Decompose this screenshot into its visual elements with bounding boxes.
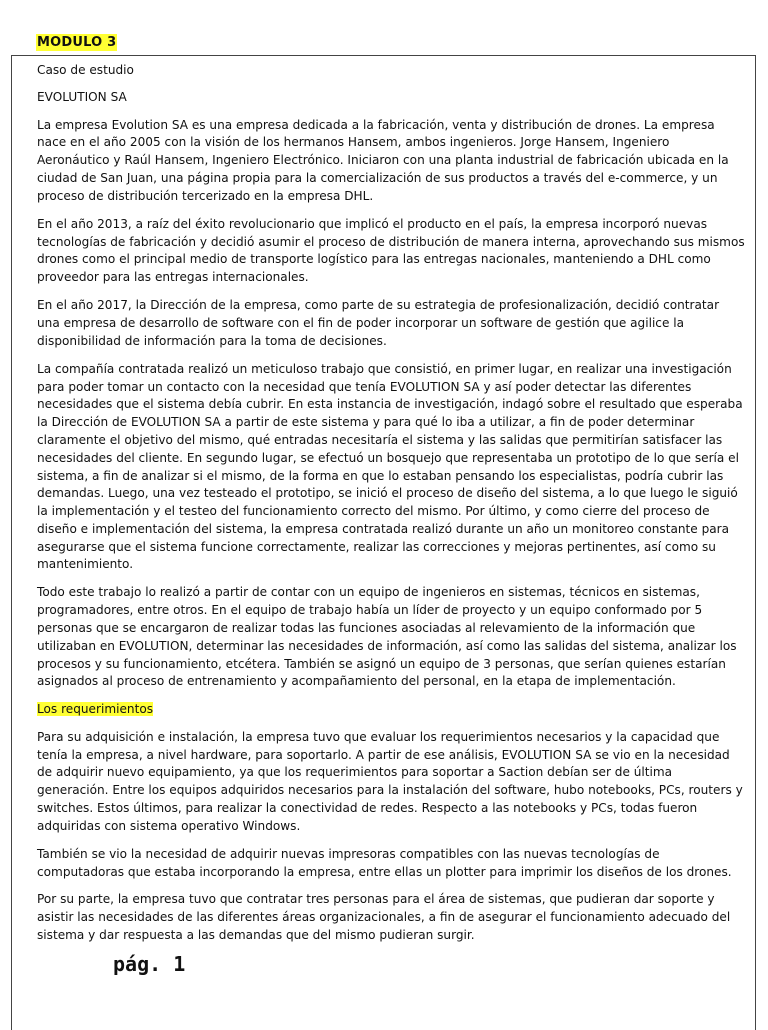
paragraph: Para su adquisición e instalación, la empresa tuvo que evaluar los requerimientos necesarios y la capacidad que tenía la empresa, a nivel hardware, para soportarlo. A partir de ese análisis, EVOLUTION SA se vio en la necesidad de adquirir nuevo equipamiento, ya que los requerimientos para soportar a Saction debían ser de última generación. Entre los equipos adquiridos necesarios para la instalación del software, hubo notebooks, PCs, routers y switches. Estos últimos, para realizar la conectividad de redes. Respecto a las notebooks y PCs, todas fueron adquiridas con sistema operativo Windows. bbox=[37, 729, 743, 833]
paragraph: Por su parte, la empresa tuvo que contratar tres personas para el área de sistemas, que pudieran dar soporte y asistir las necesidades de las diferentes áreas organizacionales, a fin de asegurar el funcionamiento adecuado del sistema y dar respuesta a las demandas que del mismo pudieran surgir. bbox=[37, 892, 731, 943]
case-label: Caso de estudio bbox=[37, 63, 134, 77]
paragraph: También se vio la necesidad de adquirir nuevas impresoras compatibles con las nuevas tecnologías de computadoras que estaba incorporando la empresa, entre ellas un plotter para imprimir los diseños de los drones. bbox=[37, 846, 732, 879]
paragraph: La empresa Evolution SA es una empresa dedicada a la fabricación, venta y distribución de drones. La empresa nace en el año 2005 con la visión de los hermanos Hansem, ambos ingenieros. Jorge Hansem, Ingeniero Aeronáutico y Raúl Hansem, Ingeniero Electrónico. Iniciaron con una planta industrial de fabricación ubicada en la ciudad de San Juan, una página propia para la comercialización de sus productos a través del e-commerce, y un proceso de distribución tercerizado en la empresa DHL. bbox=[37, 117, 729, 203]
page-number: pág. 1 bbox=[113, 952, 186, 976]
section-heading bbox=[37, 701, 745, 719]
paragraph: En el año 2013, a raíz del éxito revolucionario que implicó el producto en el país, la empresa incorporó nuevas tecnologías de fabricación y decidió asumir el proceso de distribución de manera interna, aprovechando sus mismos drones como el principal medio de transporte logístico para las entregas nacionales, manteniendo a DHL como proveedor para las entregas internacionales. bbox=[37, 216, 745, 285]
company-title: EVOLUTION SA bbox=[37, 90, 127, 105]
paragraph: Todo este trabajo lo realizó a partir de contar con un equipo de ingenieros en sistemas, técnicos en sistemas, programadores, entre otros. En el equipo de trabajo había un líder de proyecto y un equipo conformado por 5 personas que se encargaron de realizar todas las funciones asociadas al relevamiento de la información que utilizaban en EVOLUTION, determinar las necesidades de información, así como las salidas del sistema, analizar los procesos y su funcionamiento, etcétera. También se asignó un equipo de 3 personas, que serían quienes estarían asignados al proceso de entrenamiento y acompañamiento del personal, en la etapa de implementación. bbox=[37, 585, 737, 689]
paragraph: En el año 2017, la Dirección de la empresa, como parte de su estrategia de profesionalización, decidió contratar una empresa de desarrollo de software con el fin de poder incorporar un software de gestión que agilice la disponibilidad de información para la toma de decisiones. bbox=[37, 298, 720, 348]
paragraph: La compañía contratada realizó un meticuloso trabajo que consistió, en primer lugar, en realizar una investigación para poder tomar un contacto con la necesidad que tenía EVOLUTION SA y así poder detectar las diferentes necesidades que el sistema debía cubrir. En esta instancia de investigación, indagó sobre el resultado que esperaba la Dirección de EVOLUTION SA a partir de este sistema y para qué lo iba a utilizar, a fin de poder determinar claramente el objetivo del mismo, qué entradas necesitaría el sistema y las salidas que permitirían satisfacer las necesidades del cliente. En segundo lugar, se efectuó un bosquejo que representaba un prototipo de lo que sería el sistema, a fin de analizar si el mismo, de la forma en que lo estaban pensando los especialistas, podría cubrir las demandas. Luego, una vez testeado el prototipo, se inició el proceso de diseño del sistema, a lo que luego le siguió la implementación y el testeo del funcionamiento correcto del mismo. Por último, y como cierre del proceso de diseño e implementación del sistema, la empresa contratada realizó durante un año un monitoreo constante para asegurarse que el sistema funcione correctamente, realizar las correcciones y mejoras pertinentes, así como su mantenimiento. bbox=[37, 361, 743, 572]
document-body bbox=[37, 62, 745, 955]
requirements-heading: Los requerimientos bbox=[37, 702, 154, 717]
module-title: MODULO 3 bbox=[37, 35, 117, 50]
